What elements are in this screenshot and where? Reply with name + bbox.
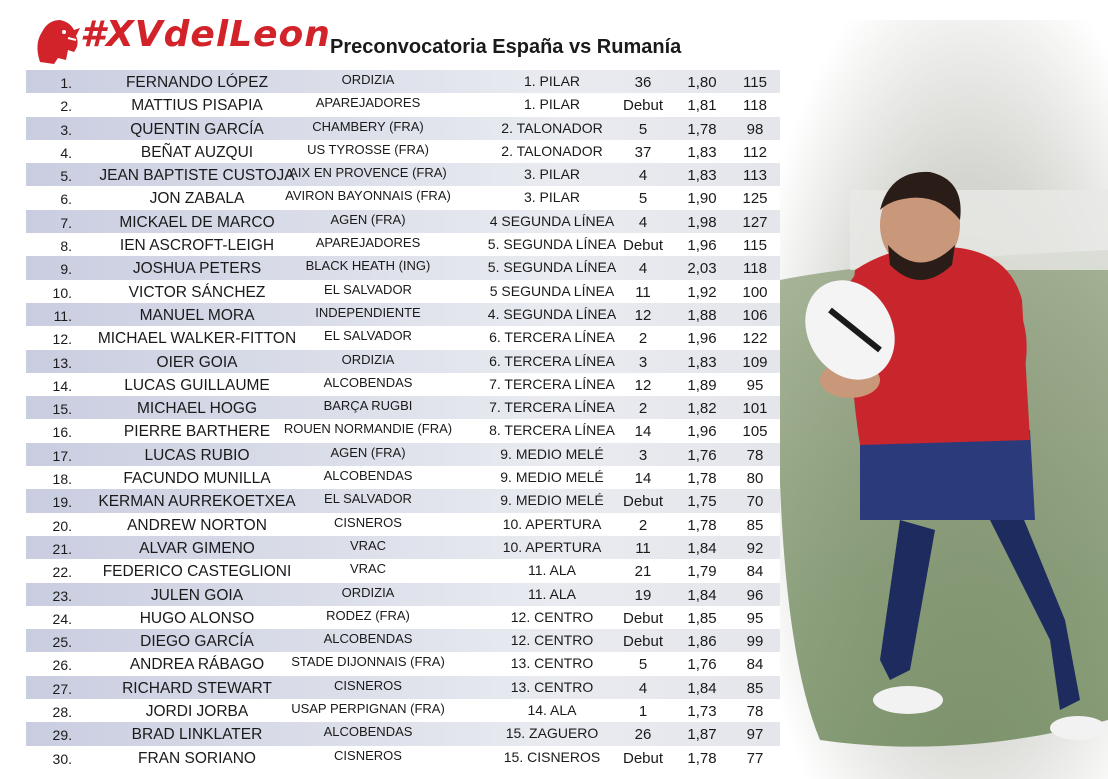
player-weight: 77 <box>746 749 764 767</box>
player-weight: 78 <box>746 446 764 464</box>
player-club: AIX EN PROVENCE (FRA) <box>289 165 447 181</box>
player-height: 1,90 <box>687 190 717 208</box>
player-number: 12. <box>52 331 72 348</box>
player-position: 7. TERCERA LÍNEA <box>489 399 615 416</box>
player-position: 3. PILAR <box>523 189 581 206</box>
table-row <box>26 256 780 279</box>
player-position: 14. ALA <box>527 702 577 719</box>
lion-icon <box>30 14 84 68</box>
player-caps: 3 <box>638 446 648 464</box>
player-name: QUENTIN GARCÍA <box>130 120 264 138</box>
table-row <box>26 163 780 186</box>
player-caps: 12 <box>634 306 652 324</box>
player-name: LUCAS RUBIO <box>144 446 250 464</box>
player-name: JON ZABALA <box>149 190 245 208</box>
player-height: 1,78 <box>687 470 717 488</box>
player-name: FERNANDO LÓPEZ <box>125 74 269 91</box>
table-row <box>26 326 780 349</box>
player-weight: 106 <box>742 306 768 324</box>
player-number: 4. <box>60 144 72 161</box>
player-height: 1,80 <box>687 74 717 91</box>
player-name: ANDREA RÁBAGO <box>129 656 265 674</box>
player-weight: 98 <box>746 120 764 138</box>
player-number: 27. <box>52 680 72 697</box>
player-club: ORDIZIA <box>341 72 395 87</box>
player-name: PIERRE BARTHERE <box>123 423 271 441</box>
player-name: BRAD LINKLATER <box>131 726 263 744</box>
table-row <box>26 722 780 745</box>
player-number: 23. <box>52 587 72 604</box>
table-row <box>26 676 780 699</box>
player-weight: 95 <box>746 376 764 394</box>
player-weight: 122 <box>742 330 768 348</box>
player-club: AGEN (FRA) <box>330 444 406 460</box>
player-caps: Debut <box>622 609 664 627</box>
table-row <box>26 280 780 303</box>
player-position: 9. MEDIO MELÉ <box>500 469 604 486</box>
player-number: 24. <box>52 610 72 627</box>
table-row <box>26 373 780 396</box>
table-row <box>26 93 780 116</box>
table-row <box>26 513 780 536</box>
table-row <box>26 443 780 466</box>
table-row <box>26 396 780 419</box>
hashtag-logo-text: #XVdelLeon <box>80 14 331 55</box>
player-weight: 85 <box>746 679 764 697</box>
player-number: 26. <box>52 657 72 674</box>
player-position: 12. CENTRO <box>510 608 594 625</box>
player-position: 12. CENTRO <box>510 632 594 649</box>
player-height: 1,83 <box>687 143 717 161</box>
player-club: INDEPENDIENTE <box>315 304 421 320</box>
player-height: 1,88 <box>687 306 717 324</box>
player-position: 9. MEDIO MELÉ <box>500 445 604 462</box>
player-club: AGEN (FRA) <box>330 211 406 227</box>
player-number: 19. <box>52 494 72 511</box>
table-row <box>26 536 780 559</box>
player-club: CISNEROS <box>334 514 402 530</box>
player-caps: Debut <box>622 237 664 255</box>
player-name: MICKAEL DE MARCO <box>119 213 275 231</box>
player-name: ALVAR GIMENO <box>139 539 255 557</box>
player-photo <box>760 20 1108 779</box>
player-number: 22. <box>52 564 72 581</box>
player-caps: 4 <box>638 213 648 231</box>
player-height: 1,83 <box>687 353 717 371</box>
player-weight: 97 <box>746 726 764 744</box>
player-caps: 11 <box>635 283 651 301</box>
player-position: 5. SEGUNDA LÍNEA <box>487 259 617 276</box>
player-position: 6. TERCERA LÍNEA <box>489 352 615 369</box>
player-number: 2. <box>60 98 72 115</box>
player-height: 1,84 <box>687 539 717 557</box>
player-height: 1,83 <box>687 167 717 185</box>
player-number: 3. <box>60 121 72 138</box>
player-number: 29. <box>52 727 72 744</box>
player-club: APAREJADORES <box>315 235 421 251</box>
table-row <box>26 746 780 769</box>
player-weight: 95 <box>746 609 764 627</box>
player-number: 15. <box>52 401 72 418</box>
player-club: AVIRON BAYONNAIS (FRA) <box>285 188 451 204</box>
player-name: DIEGO GARCÍA <box>140 633 254 651</box>
table-row <box>26 303 780 326</box>
player-club: ALCOBENDAS <box>323 724 413 740</box>
player-name: RICHARD STEWART <box>122 679 272 697</box>
table-row <box>26 70 780 93</box>
table-row <box>26 699 780 722</box>
player-weight: 92 <box>746 539 764 557</box>
table-row <box>26 652 780 675</box>
player-caps: 2 <box>638 516 648 534</box>
player-position: 5. SEGUNDA LÍNEA <box>487 236 617 253</box>
player-weight: 70 <box>746 493 764 511</box>
player-position: 15. CISNEROS <box>503 748 601 765</box>
player-height: 1,96 <box>687 423 717 441</box>
player-number: 21. <box>52 540 72 557</box>
player-height: 1,87 <box>687 726 717 744</box>
player-name: MATTIUS PISAPIA <box>131 97 263 115</box>
player-number: 1. <box>60 75 72 91</box>
player-club: VRAC <box>349 561 387 577</box>
player-height: 1,79 <box>687 563 717 581</box>
player-name: KERMAN AURREKOETXEA <box>98 493 296 511</box>
table-row <box>26 350 780 373</box>
player-club: VRAC <box>349 537 387 553</box>
player-name: JEAN BAPTISTE CUSTOJA <box>99 167 295 185</box>
player-number: 6. <box>60 191 72 208</box>
player-caps: 37 <box>634 143 652 161</box>
player-name: FRAN SORIANO <box>138 749 256 767</box>
player-position: 13. CENTRO <box>510 655 594 672</box>
player-weight: 80 <box>746 470 764 488</box>
player-club: ORDIZIA <box>341 351 395 367</box>
table-row <box>26 559 780 582</box>
player-position: 9. MEDIO MELÉ <box>500 492 604 509</box>
player-name: MANUEL MORA <box>139 306 255 324</box>
player-weight: 127 <box>742 213 768 231</box>
player-weight: 84 <box>746 656 764 674</box>
player-caps: Debut <box>622 97 664 115</box>
player-caps: 19 <box>634 586 652 604</box>
player-club: ALCOBENDAS <box>323 631 413 647</box>
page-title: Preconvocatoria España vs Rumanía <box>330 36 682 58</box>
player-club: STADE DIJONNAIS (FRA) <box>291 654 445 670</box>
player-name: OIER GOIA <box>156 353 238 371</box>
player-weight: 85 <box>746 516 764 534</box>
player-club: RODEZ (FRA) <box>326 607 410 623</box>
player-weight: 125 <box>742 190 768 208</box>
player-number: 18. <box>52 471 72 488</box>
player-position: 2. TALONADOR <box>501 142 603 159</box>
player-position: 2. TALONADOR <box>501 119 603 136</box>
player-weight: 99 <box>746 633 764 651</box>
player-club: CHAMBERY (FRA) <box>312 118 424 134</box>
player-position: 3. PILAR <box>523 166 581 183</box>
player-caps: 11 <box>635 539 651 557</box>
player-club: ALCOBENDAS <box>323 374 413 390</box>
player-name: JORDI JORBA <box>145 703 249 721</box>
player-height: 1,84 <box>687 586 717 604</box>
table-row <box>26 466 780 489</box>
player-position: 1. PILAR <box>523 96 581 113</box>
player-club: US TYROSSE (FRA) <box>307 141 429 157</box>
player-number: 25. <box>52 634 72 651</box>
player-name: VICTOR SÁNCHEZ <box>128 283 266 301</box>
player-height: 1,73 <box>687 703 717 721</box>
player-name: MICHAEL HOGG <box>137 400 257 418</box>
player-caps: 14 <box>634 423 652 441</box>
player-number: 30. <box>52 750 72 767</box>
player-position: 7. TERCERA LÍNEA <box>489 375 615 392</box>
player-position: 11. ALA <box>527 562 576 579</box>
player-weight: 109 <box>742 353 768 371</box>
table-row <box>26 140 780 163</box>
player-club: EL SALVADOR <box>324 491 412 507</box>
player-weight: 115 <box>743 74 767 91</box>
player-weight: 118 <box>743 97 767 115</box>
player-weight: 84 <box>746 563 764 581</box>
player-height: 1,85 <box>687 609 717 627</box>
player-name: LUCAS GUILLAUME <box>124 376 270 394</box>
player-position: 10. APERTURA <box>502 538 602 555</box>
player-club: CISNEROS <box>334 677 402 693</box>
player-number: 16. <box>52 424 72 441</box>
player-club: EL SALVADOR <box>324 328 412 344</box>
player-position: 13. CENTRO <box>510 678 594 695</box>
player-caps: 4 <box>638 260 648 278</box>
player-caps: 3 <box>638 353 648 371</box>
player-club: BARÇA RUGBI <box>323 398 413 414</box>
player-height: 1,89 <box>687 376 717 394</box>
player-number: 14. <box>52 377 72 394</box>
player-position: 5 SEGUNDA LÍNEA <box>489 282 615 299</box>
player-caps: 21 <box>634 563 652 581</box>
player-weight: 96 <box>746 586 764 604</box>
table-row <box>26 117 780 140</box>
player-caps: 2 <box>638 400 648 418</box>
player-name: FEDERICO CASTEGLIONI <box>102 563 292 581</box>
player-height: 1,81 <box>687 97 717 115</box>
player-weight: 113 <box>743 167 767 185</box>
player-height: 1,84 <box>687 679 717 697</box>
player-name: ANDREW NORTON <box>127 516 267 534</box>
player-name: IEN ASCROFT-LEIGH <box>119 237 275 255</box>
player-number: 28. <box>52 704 72 721</box>
player-name: FACUNDO MUNILLA <box>123 470 271 488</box>
player-number: 5. <box>60 168 72 185</box>
player-position: 10. APERTURA <box>502 515 602 532</box>
player-caps: Debut <box>622 633 664 651</box>
player-club: EL SALVADOR <box>324 281 412 297</box>
player-club: ORDIZIA <box>341 584 395 600</box>
player-weight: 101 <box>742 400 768 418</box>
player-number: 17. <box>52 447 72 464</box>
player-caps: 14 <box>634 470 652 488</box>
player-position: 15. ZAGUERO <box>505 725 599 742</box>
player-height: 1,78 <box>687 516 717 534</box>
table-row <box>26 629 780 652</box>
player-club: BLACK HEATH (ING) <box>305 258 431 274</box>
player-position: 11. ALA <box>527 585 576 602</box>
player-weight: 118 <box>743 260 767 278</box>
player-height: 1,75 <box>687 493 717 511</box>
player-height: 1,96 <box>687 237 717 255</box>
table-row <box>26 186 780 209</box>
player-caps: 36 <box>634 74 652 91</box>
table-row <box>26 606 780 629</box>
player-height: 1,76 <box>687 656 717 674</box>
player-height: 1,82 <box>687 400 717 418</box>
player-name: BEÑAT AUZQUI <box>140 143 254 161</box>
player-name: HUGO ALONSO <box>139 609 255 627</box>
roster-table <box>26 70 780 769</box>
player-height: 1,78 <box>687 749 717 767</box>
player-caps: 4 <box>638 167 648 185</box>
player-height: 1,98 <box>687 213 717 231</box>
player-position: 8. TERCERA LÍNEA <box>489 422 615 439</box>
player-position: 6. TERCERA LÍNEA <box>489 329 615 346</box>
player-number: 13. <box>52 354 72 371</box>
player-weight: 100 <box>742 283 768 301</box>
player-weight: 115 <box>743 237 767 255</box>
player-caps: 26 <box>634 726 652 744</box>
player-height: 1,86 <box>687 633 717 651</box>
player-name: MICHAEL WALKER-FITTON <box>97 330 297 348</box>
player-caps: 2 <box>638 330 648 348</box>
player-height: 1,92 <box>687 283 717 301</box>
player-club: APAREJADORES <box>315 95 421 111</box>
player-club: ALCOBENDAS <box>323 468 413 484</box>
player-name: JULEN GOIA <box>150 586 244 604</box>
player-position: 4 SEGUNDA LÍNEA <box>489 212 615 229</box>
player-number: 7. <box>60 214 72 231</box>
player-height: 1,96 <box>687 330 717 348</box>
player-caps: Debut <box>622 493 664 511</box>
player-number: 11. <box>53 307 72 324</box>
player-caps: 1 <box>638 703 648 721</box>
player-position: 1. PILAR <box>523 73 581 89</box>
player-height: 1,76 <box>687 446 717 464</box>
player-number: 20. <box>52 517 72 534</box>
player-club: CISNEROS <box>334 747 402 763</box>
table-row <box>26 419 780 442</box>
player-caps: 5 <box>638 656 648 674</box>
player-name: JOSHUA PETERS <box>132 260 262 278</box>
player-number: 9. <box>60 261 72 278</box>
player-club: USAP PERPIGNAN (FRA) <box>291 701 445 717</box>
player-height: 2,03 <box>687 260 717 278</box>
player-weight: 78 <box>746 703 764 721</box>
player-caps: Debut <box>622 749 664 767</box>
player-caps: 5 <box>638 190 648 208</box>
table-row <box>26 583 780 606</box>
player-caps: 12 <box>634 376 652 394</box>
player-weight: 112 <box>743 143 767 161</box>
table-row <box>26 210 780 233</box>
player-caps: 4 <box>638 679 648 697</box>
player-weight: 105 <box>742 423 768 441</box>
player-number: 10. <box>52 284 72 301</box>
player-position: 4. SEGUNDA LÍNEA <box>487 305 617 322</box>
table-row <box>26 233 780 256</box>
table-row <box>26 489 780 512</box>
player-number: 8. <box>60 238 72 255</box>
player-caps: 5 <box>638 120 648 138</box>
player-club: ROUEN NORMANDIE (FRA) <box>283 421 453 437</box>
player-height: 1,78 <box>687 120 717 138</box>
